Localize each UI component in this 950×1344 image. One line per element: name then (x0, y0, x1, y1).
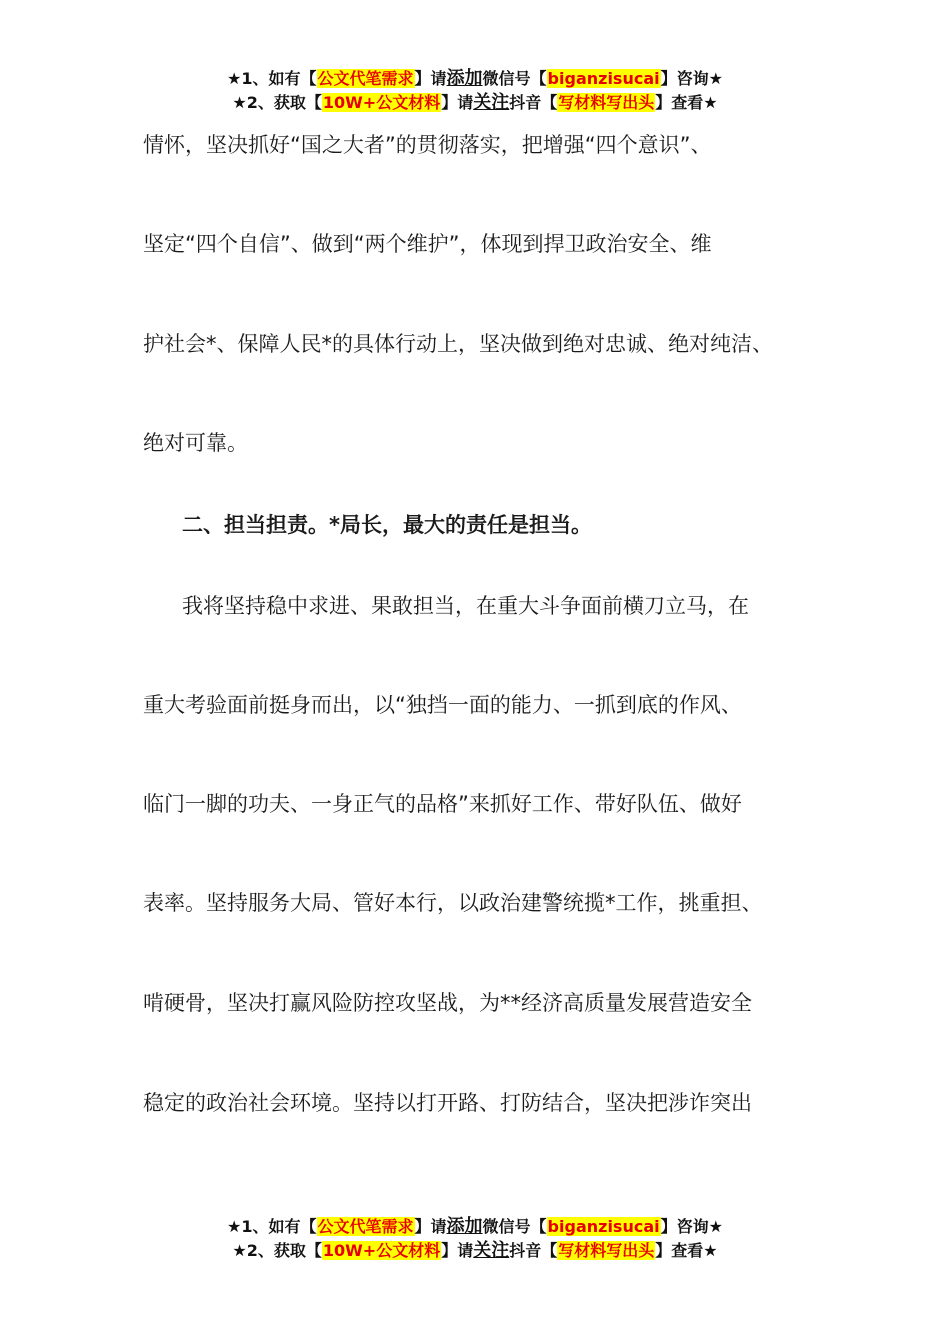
header-banner (0, 67, 950, 115)
paragraph-line: 稳定的政治社会环境。坚持以打开路、打防结合，坚决把涉诈突出 (143, 1091, 752, 1115)
section-heading: 二、担当担责。*局长，最大的责任是担当。 (182, 513, 592, 537)
highlight-service: 公文代笔需求 (317, 69, 414, 88)
highlight-wechat-id: biganzisucai (547, 69, 660, 88)
highlight-douyin: 写材料写出头 (558, 93, 655, 112)
banner-line-2 (0, 1239, 950, 1263)
banner-text: 】请 (414, 1217, 447, 1236)
banner-text: 】查看★ (655, 93, 718, 112)
paragraph-line: 重大考验面前挺身而出，以“独挡一面的能力、一抓到底的作风、 (143, 693, 742, 717)
banner-text: 】咨询★ (660, 1217, 723, 1236)
banner-text: 微信号【 (482, 69, 547, 88)
banner-text: 抖音【 (509, 93, 558, 112)
banner-emphasis: 添加 (446, 1216, 483, 1237)
banner-text: ★2、获取【 (232, 93, 322, 112)
paragraph-line: 绝对可靠。 (143, 431, 248, 455)
highlight-wechat-id: biganzisucai (547, 1217, 660, 1236)
highlight-service: 公文代笔需求 (317, 1217, 414, 1236)
banner-text: ★2、获取【 (232, 1241, 322, 1260)
banner-line-2 (0, 91, 950, 115)
banner-text: ★1、如有【 (227, 1217, 317, 1236)
paragraph-line: 啃硬骨，坚决打赢风险防控攻坚战，为**经济高质量发展营造安全 (143, 991, 752, 1015)
footer-banner (0, 1215, 950, 1263)
paragraph-line: 坚定“四个自信”、做到“两个维护”，体现到捍卫政治安全、维 (143, 232, 712, 256)
highlight-materials: 10W+公文材料 (322, 93, 441, 112)
banner-text: 】请 (414, 69, 447, 88)
banner-emphasis: 添加 (446, 68, 483, 89)
paragraph-line: 表率。坚持服务大局、管好本行，以政治建警统揽*工作，挑重担、 (143, 891, 763, 915)
banner-emphasis: 关注 (473, 1240, 510, 1261)
banner-text: 】查看★ (655, 1241, 718, 1260)
paragraph-line: 我将坚持稳中求进、果敢担当，在重大斗争面前横刀立马，在 (182, 594, 749, 618)
paragraph-line: 情怀，坚决抓好“国之大者”的贯彻落实，把增强“四个意识”、 (143, 133, 712, 157)
banner-line-1 (0, 1215, 950, 1239)
paragraph-line: 护社会*、保障人民*的具体行动上，坚决做到绝对忠诚、绝对纯洁、 (143, 332, 773, 356)
banner-text: ★1、如有【 (227, 69, 317, 88)
banner-text: 抖音【 (509, 1241, 558, 1260)
banner-text: 微信号【 (482, 1217, 547, 1236)
highlight-douyin: 写材料写出头 (558, 1241, 655, 1260)
highlight-materials: 10W+公文材料 (322, 1241, 441, 1260)
paragraph-line: 临门一脚的功夫、一身正气的品格”来抓好工作、带好队伍、做好 (143, 792, 742, 816)
banner-emphasis: 关注 (473, 92, 510, 113)
banner-text: 】请 (441, 1241, 474, 1260)
banner-text: 】请 (441, 93, 474, 112)
banner-line-1 (0, 67, 950, 91)
banner-text: 】咨询★ (660, 69, 723, 88)
